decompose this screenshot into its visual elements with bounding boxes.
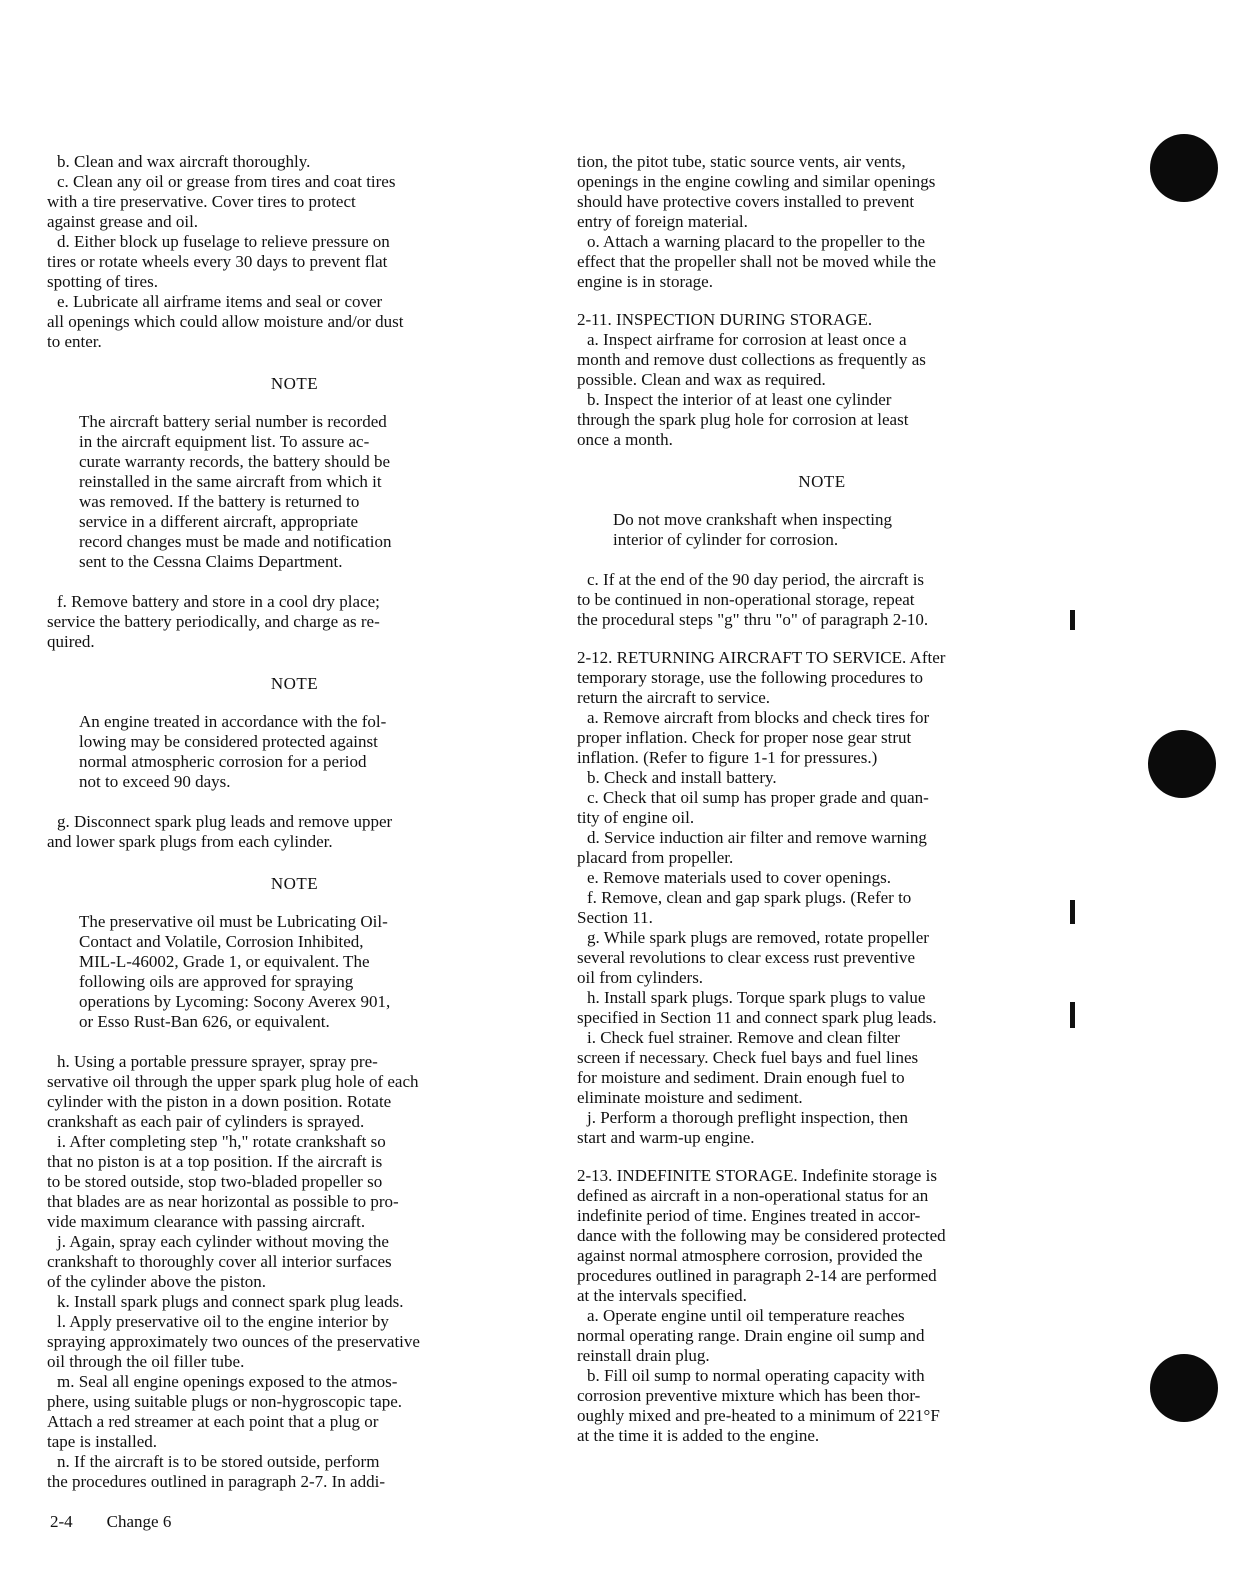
step-g: g. Disconnect spark plug leads and remove upper and lower spark plugs from each cylinder. [47,812,393,851]
section-2-11-step-c: c. If at the end of the 90 day period, the aircraft is to be continued in non-operational storage, repeat the procedural steps "g" thru "o" of paragraph 2-10. [577,570,929,629]
left-column [47,152,542,1492]
change-bar [1070,1002,1075,1028]
note-crankshaft: Do not move crankshaft when inspecting interior of cylinder for corrosion. [613,510,893,549]
change-bar [1070,900,1075,924]
right-column [577,152,1067,1446]
section-2-12-heading: 2-12. RETURNING AIRCRAFT TO SERVICE. After temporary storage, use the following procedures to return the aircraft to service. [577,648,946,707]
note-heading: NOTE [798,472,846,491]
step-e: e. Lubricate all airframe items and seal or cover all openings which could allow moisture and/or dust to enter. [47,292,404,351]
step-m: m. Seal all engine openings exposed to the atmos- phere, using suitable plugs or non-hygroscopic tape. Attach a red streamer at each point that a plug or tape is installed. [47,1372,403,1451]
section-2-12-step-j: j. Perform a thorough preflight inspection, then start and warm-up engine. [577,1108,909,1147]
step-d: d. Either block up fuselage to relieve pressure on tires or rotate wheels every 30 days to prevent flat spotting of tires. [47,232,390,291]
step-f: f. Remove battery and store in a cool dry place; service the battery periodically, and charge as re- quired. [47,592,380,651]
note-heading: NOTE [270,874,319,893]
binder-hole-mark [1148,730,1216,798]
section-2-12-step-a: a. Remove aircraft from blocks and check tires for proper inflation. Check for proper nose gear strut inflation. (Refer to figure 1-1 for pressures.) [577,708,930,767]
section-2-13-heading: 2-13. INDEFINITE STORAGE. Indefinite storage is defined as aircraft in a non-operational status for an indefinite period of time. Engines treated in accor- dance with the following may be considered protected against normal atmosphere corrosion, provided the procedures outlined in paragraph 2-14 are performed at the intervals specified. [577,1166,946,1305]
section-2-13-step-a: a. Operate engine until oil temperature reaches normal operating range. Drain engine oil sump and reinstall drain plug. [577,1306,925,1365]
note-engine-protection: An engine treated in accordance with the fol- lowing may be considered protected against normal atmospheric corrosion for a period not to exceed 90 days. [79,712,387,791]
step-l: l. Apply preservative oil to the engine interior by spraying approximately two ounces of the preservative oil through the oil filler tube. [47,1312,420,1371]
binder-hole-mark [1150,134,1218,202]
section-2-11-heading: 2-11. INSPECTION DURING STORAGE. [577,310,873,329]
section-2-12-step-f: f. Remove, clean and gap spark plugs. (Refer to Section 11. [577,888,912,927]
binder-hole-mark [1150,1354,1218,1422]
note-battery: The aircraft battery serial number is recorded in the aircraft equipment list. To assure ac- curate warranty records, the battery should be reinstalled in the same aircraft from which it was removed. If the battery is returned to service in a different aircraft, appropriate record changes must be made and notification sent to the Cessna Claims Department. [79,412,392,571]
step-j: j. Again, spray each cylinder without moving the crankshaft to thoroughly cover all interior surfaces of the cylinder above the piston. [47,1232,392,1291]
step-b: b. Clean and wax aircraft thoroughly. [57,152,311,171]
note-heading: NOTE [270,674,319,693]
section-2-13-step-b: b. Fill oil sump to normal operating capacity with corrosion preventive mixture which has been thor- oughly mixed and pre-heated to a minimum of 221°F at the time it is added to the engine. [577,1366,940,1445]
section-2-12-step-b: b. Check and install battery. [587,768,777,787]
step-c: c. Clean any oil or grease from tires and coat tires with a tire preservative. Cover tires to protect against grease and oil. [47,172,396,231]
note-preservative-oil: The preservative oil must be Lubricating Oil- Contact and Volatile, Corrosion Inhibited, MIL-L-46002, Grade 1, or equivalent. The following oils are approved for spraying operations by Lycoming: Socony Averex 901, or Esso Rust-Ban 626, or equivalent. [79,912,391,1031]
section-2-12-step-e: e. Remove materials used to cover openings. [587,868,892,887]
step-o: o. Attach a warning placard to the propeller to the effect that the propeller shall not be moved while the engine is in storage. [577,232,936,291]
step-k: k. Install spark plugs and connect spark plug leads. [57,1292,404,1311]
page-footer [50,1512,171,1532]
section-2-12-step-h-wrap [577,988,1067,1028]
change-bar [1070,610,1075,630]
section-2-12-step-d: d. Service induction air filter and remove warning placard from propeller. [577,828,927,867]
step-n-continued: tion, the pitot tube, static source vents, air vents, openings in the engine cowling and similar openings should have protective covers installed to prevent entry of foreign material. [577,152,936,231]
section-2-11-step-b: b. Inspect the interior of at least one cylinder through the spark plug hole for corrosion at least once a month. [577,390,909,449]
step-h: h. Using a portable pressure sprayer, spray pre- servative oil through the upper spark plug hole of each cylinder with the piston in a down position. Rotate crankshaft as each pair of cylinders is sprayed. [47,1052,419,1131]
section-2-11-step-a: a. Inspect airframe for corrosion at least once a month and remove dust collections as frequently as possible. Clean and wax as required. [577,330,926,389]
step-i: i. After completing step "h," rotate crankshaft so that no piston is at a top position. If the aircraft is to be stored outside, stop two-bladed propeller so that blades are as near horizontal as possible to pro- vide maximum clearance with passing aircraft. [47,1132,399,1231]
page-number: 2-4 [50,1512,73,1531]
section-2-12-step-h: h. Install spark plugs. Torque spark plugs to value specified in Section 11 and connect spark plug leads. [577,988,937,1027]
section-2-12-step-g: g. While spark plugs are removed, rotate propeller several revolutions to clear excess rust preventive oil from cylinders. [577,928,929,987]
note-heading: NOTE [270,374,319,393]
change-number: Change 6 [106,1512,172,1531]
step-n: n. If the aircraft is to be stored outside, perform the procedures outlined in paragraph 2-7. In addi- [47,1452,385,1491]
section-2-12-step-f-wrap [577,888,1067,928]
section-2-11-step-c-wrap [577,570,1067,630]
section-2-12-step-i: i. Check fuel strainer. Remove and clean filter screen if necessary. Check fuel bays and fuel lines for moisture and sediment. Drain enough fuel to eliminate moisture and sediment. [577,1028,919,1107]
section-2-12-step-c: c. Check that oil sump has proper grade and quan- tity of engine oil. [577,788,929,827]
